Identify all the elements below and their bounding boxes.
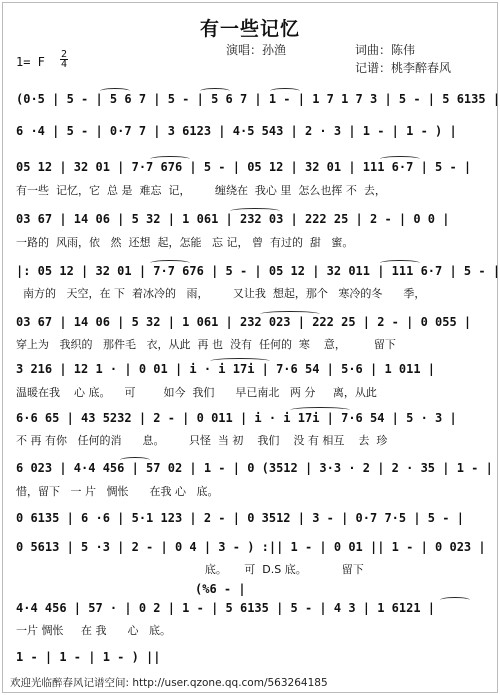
slur-mark bbox=[440, 597, 470, 603]
page-title: 有一些记忆 bbox=[199, 18, 300, 40]
key-signature: 1= F bbox=[16, 55, 45, 69]
score-row-9: 6 023 | 4·4 456 | 57 02 | 1 - | 0 (3512 | 3·3 · 2 | 2 · 35 | 1 - | bbox=[16, 461, 493, 475]
score-row-13: 1 - | 1 - | 1 - ) || bbox=[16, 650, 161, 664]
transcriber-credit: 记谱：桃李醉春风 bbox=[355, 61, 452, 75]
slur-mark bbox=[380, 260, 420, 266]
score-row-2: 6 ·4 | 5 - | 0·7 7 | 3 6123 | 4·5 543 | 2 · 3 | 1 - | 1 - ) | bbox=[16, 124, 457, 138]
score-row-8: 6·6 65 | 43 5232 | 2 - | 0 011 | i · i 17i | 7·6 54 | 5 · 3 | bbox=[16, 411, 457, 425]
slur-mark bbox=[380, 156, 420, 162]
slur-mark bbox=[290, 407, 350, 413]
score-row-6: 03 67 | 14 06 | 5 32 | 1 061 | 232 023 | 222 25 | 2 - | 0 055 | bbox=[16, 315, 472, 329]
score-row-10: 0 6135 | 6 ·6 | 5·1 123 | 2 - | 0 3512 | 3 - | 0·7 7·5 | 5 - | bbox=[16, 511, 464, 525]
slur-mark bbox=[210, 358, 270, 364]
lyric-row-2: 一路的 风雨，依 然 还想 起，怎能 忘 记， 曾 有过的 甜 蜜。 bbox=[16, 236, 354, 249]
slur-mark bbox=[150, 260, 190, 266]
slur-mark bbox=[200, 88, 230, 94]
slur-mark bbox=[120, 457, 150, 463]
slur-mark bbox=[260, 311, 320, 317]
slur-mark bbox=[270, 88, 300, 94]
time-signature bbox=[60, 50, 68, 69]
score-row-5: |: 05 12 | 32 01 | 7·7 676 | 5 - | 05 12 | 32 011 | 111 6·7 | 5 - | bbox=[16, 264, 500, 278]
score-row-7: 3 216 | 12 1 · | 0 01 | i · i 17i | 7·6 54 | 5·6 | 1 011 | bbox=[16, 362, 436, 376]
score-row-1: (0·5 | 5 - | 5 6 7 | 5 - | 5 6 7 | 1 - | 1 7 1 7 3 | 5 - | 5 6135 | bbox=[16, 92, 500, 106]
slur-mark bbox=[100, 88, 130, 94]
lyric-row-5: 温暖在我 心 底。 可 如今 我们 早已南北 两 分 离，从此 bbox=[16, 386, 377, 399]
score-row-11: 0 5613 | 5 ·3 | 2 - | 0 4 | 3 - ) :|| 1 - | 0 01 || 1 - | 0 023 | bbox=[16, 540, 486, 554]
lyric-row-4: 穿上为 我织的 那件毛 衣，从此 再 也 没有 任何的 寒 意， 留下 bbox=[16, 338, 396, 351]
slur-mark bbox=[150, 156, 190, 162]
singer-credit: 演唱：孙渔 bbox=[226, 43, 287, 57]
ds-mark: (%6 - | bbox=[195, 582, 246, 596]
lyric-row-3: 南方的 天空，在 下 着冰冷的 雨， 又让我 想起，那个 寒冷的冬 季， bbox=[16, 287, 426, 300]
lyric-row-9: 一片 惆怅 在 我 心 底。 bbox=[16, 624, 171, 637]
composer-credit: 词曲：陈伟 bbox=[355, 43, 416, 57]
score-row-12: 4·4 456 | 57 · | 0 2 | 1 - | 5 6135 | 5 - | 4 3 | 1 6121 | bbox=[16, 601, 436, 615]
lyric-row-6: 不 再 有你 任何的消 息。 只怪 当 初 我们 没 有 相互 去 珍 bbox=[16, 434, 388, 447]
score-row-3: 05 12 | 32 01 | 7·7 676 | 5 - | 05 12 | 32 01 | 111 6·7 | 5 - | bbox=[16, 160, 472, 174]
footer-note: 欢迎光临醉春风记谱空间: http://user.qzone.qq.com/563264185 bbox=[10, 677, 328, 689]
time-signature-top: 2 bbox=[60, 49, 68, 60]
lyric-row-1: 有一些 记忆，它 总 是 难忘 记， 缠绕在 我心 里 怎么也挥 不 去， bbox=[16, 184, 386, 197]
slur-mark bbox=[230, 208, 280, 214]
lyric-row-8: 底。 可 D.S 底。 留下 bbox=[16, 563, 364, 576]
lyric-row-7: 惜，留下 一 片 惆怅 在我 心 底。 bbox=[16, 485, 219, 498]
time-signature-bottom: 4 bbox=[60, 59, 68, 70]
score-row-4: 03 67 | 14 06 | 5 32 | 1 061 | 232 03 | 222 25 | 2 - | 0 0 | bbox=[16, 212, 450, 226]
